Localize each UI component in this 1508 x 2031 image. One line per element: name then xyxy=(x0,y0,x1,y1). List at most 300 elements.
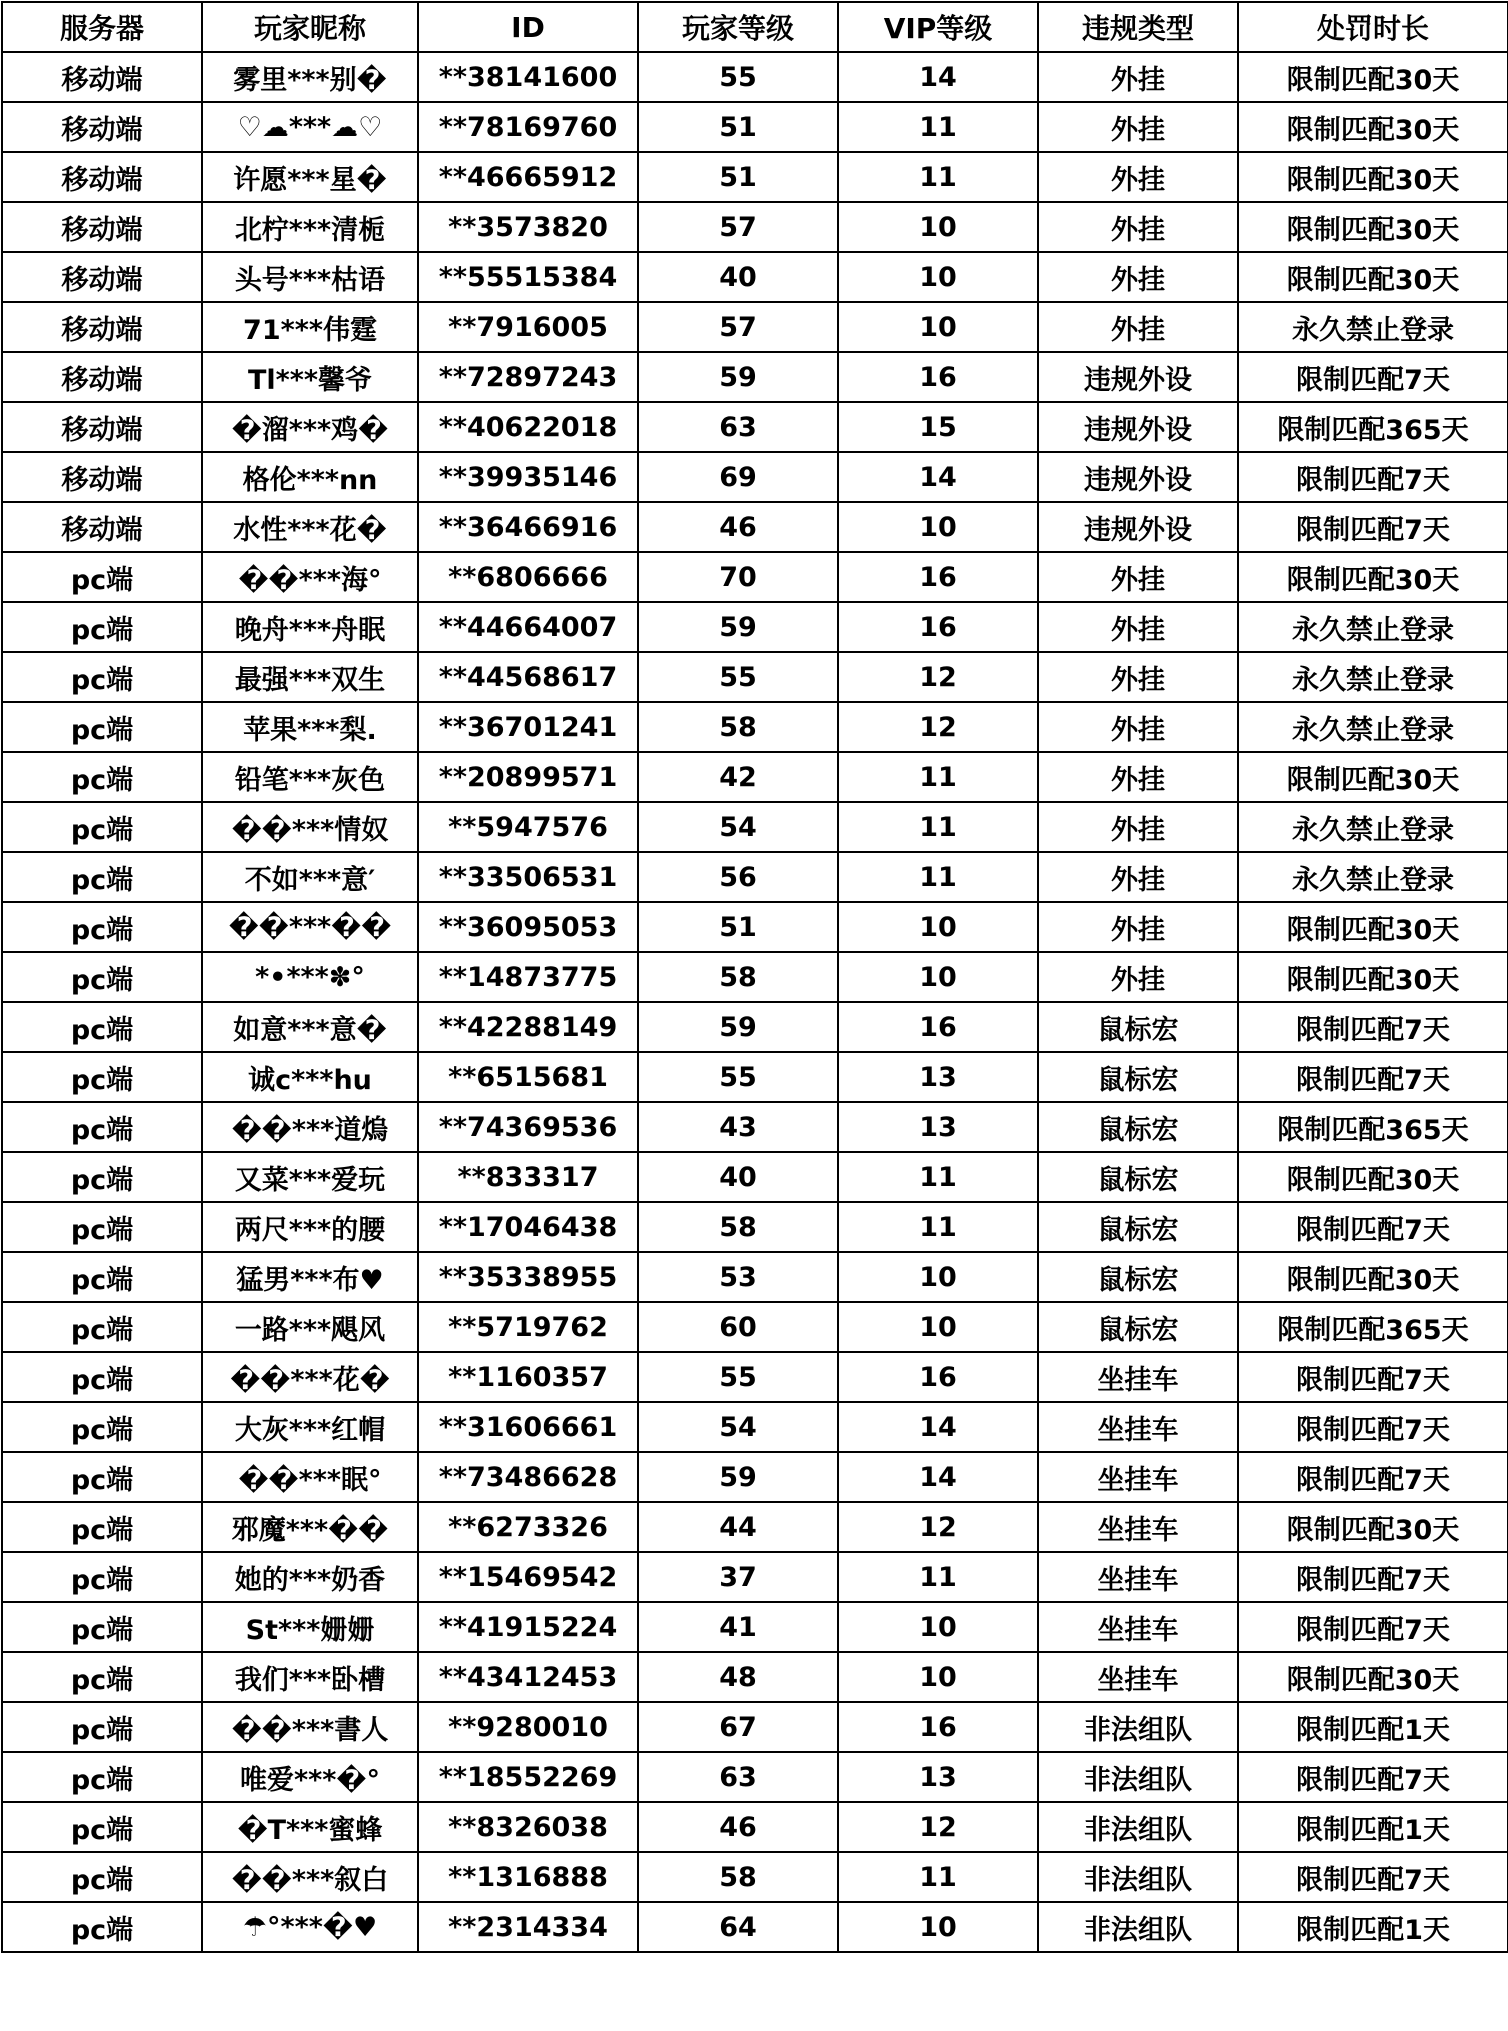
cell-vip-level: 10 xyxy=(838,952,1038,1002)
cell-vip-level: 10 xyxy=(838,1902,1038,1952)
column-header-id: ID xyxy=(418,2,638,52)
cell-vip-level: 10 xyxy=(838,1302,1038,1352)
table-row xyxy=(2,1802,1508,1852)
cell-penalty-duration: 限制匹配7天 xyxy=(1238,1852,1508,1902)
cell-violation-type: 外挂 xyxy=(1038,852,1238,902)
cell-id: **43412453 xyxy=(418,1652,638,1702)
cell-vip-level: 12 xyxy=(838,652,1038,702)
cell-server: pc端 xyxy=(2,1602,202,1652)
cell-penalty-duration: 限制匹配30天 xyxy=(1238,52,1508,102)
cell-penalty-duration: 永久禁止登录 xyxy=(1238,702,1508,752)
table-row xyxy=(2,652,1508,702)
cell-penalty-duration: 限制匹配7天 xyxy=(1238,1202,1508,1252)
table-row xyxy=(2,852,1508,902)
header-row xyxy=(2,2,1508,52)
cell-nickname: 许愿***星� xyxy=(202,152,418,202)
cell-vip-level: 16 xyxy=(838,352,1038,402)
cell-server: 移动端 xyxy=(2,302,202,352)
cell-id: **35338955 xyxy=(418,1252,638,1302)
cell-violation-type: 外挂 xyxy=(1038,752,1238,802)
cell-server: pc端 xyxy=(2,1252,202,1302)
cell-penalty-duration: 限制匹配7天 xyxy=(1238,1002,1508,1052)
cell-violation-type: 坐挂车 xyxy=(1038,1402,1238,1452)
column-header-server: 服务器 xyxy=(2,2,202,52)
cell-id: **55515384 xyxy=(418,252,638,302)
cell-penalty-duration: 永久禁止登录 xyxy=(1238,302,1508,352)
cell-penalty-duration: 限制匹配30天 xyxy=(1238,202,1508,252)
table-row xyxy=(2,502,1508,552)
cell-server: pc端 xyxy=(2,1102,202,1152)
cell-vip-level: 13 xyxy=(838,1752,1038,1802)
cell-nickname: 不如***意′ xyxy=(202,852,418,902)
cell-nickname: 猛男***布♥ xyxy=(202,1252,418,1302)
cell-player-level: 53 xyxy=(638,1252,838,1302)
cell-nickname: �T***蜜蜂 xyxy=(202,1802,418,1852)
cell-id: **36701241 xyxy=(418,702,638,752)
cell-violation-type: 外挂 xyxy=(1038,602,1238,652)
cell-player-level: 58 xyxy=(638,1852,838,1902)
column-header-player-level: 玩家等级 xyxy=(638,2,838,52)
cell-penalty-duration: 限制匹配7天 xyxy=(1238,1452,1508,1502)
cell-id: **9280010 xyxy=(418,1702,638,1752)
cell-player-level: 51 xyxy=(638,902,838,952)
cell-violation-type: 坐挂车 xyxy=(1038,1502,1238,1552)
cell-vip-level: 10 xyxy=(838,502,1038,552)
cell-id: **78169760 xyxy=(418,102,638,152)
cell-nickname: 铅笔***灰色 xyxy=(202,752,418,802)
cell-vip-level: 10 xyxy=(838,302,1038,352)
cell-server: 移动端 xyxy=(2,252,202,302)
table-row xyxy=(2,302,1508,352)
cell-nickname: 71***伟霆 xyxy=(202,302,418,352)
cell-penalty-duration: 限制匹配1天 xyxy=(1238,1902,1508,1952)
cell-server: pc端 xyxy=(2,602,202,652)
table-row xyxy=(2,402,1508,452)
cell-violation-type: 非法组队 xyxy=(1038,1752,1238,1802)
cell-violation-type: 鼠标宏 xyxy=(1038,1152,1238,1202)
cell-server: pc端 xyxy=(2,1502,202,1552)
table-row xyxy=(2,352,1508,402)
cell-nickname: 我们***卧槽 xyxy=(202,1652,418,1702)
cell-player-level: 54 xyxy=(638,1402,838,1452)
table-row xyxy=(2,152,1508,202)
cell-nickname: 唯爱***�° xyxy=(202,1752,418,1802)
cell-violation-type: 非法组队 xyxy=(1038,1852,1238,1902)
penalty-table xyxy=(1,1,1508,1953)
cell-penalty-duration: 限制匹配30天 xyxy=(1238,252,1508,302)
table-row xyxy=(2,1302,1508,1352)
cell-server: 移动端 xyxy=(2,152,202,202)
cell-player-level: 46 xyxy=(638,502,838,552)
cell-id: **5719762 xyxy=(418,1302,638,1352)
cell-id: **38141600 xyxy=(418,52,638,102)
cell-violation-type: 鼠标宏 xyxy=(1038,1302,1238,1352)
cell-vip-level: 10 xyxy=(838,252,1038,302)
cell-server: pc端 xyxy=(2,952,202,1002)
cell-player-level: 64 xyxy=(638,1902,838,1952)
cell-nickname: ♡☁***☁♡ xyxy=(202,102,418,152)
cell-nickname: 格伦***nn xyxy=(202,452,418,502)
cell-penalty-duration: 永久禁止登录 xyxy=(1238,602,1508,652)
cell-id: **36095053 xyxy=(418,902,638,952)
cell-penalty-duration: 限制匹配7天 xyxy=(1238,1052,1508,1102)
cell-penalty-duration: 限制匹配30天 xyxy=(1238,1652,1508,1702)
cell-penalty-duration: 限制匹配7天 xyxy=(1238,1552,1508,1602)
table-row xyxy=(2,1452,1508,1502)
table-row xyxy=(2,602,1508,652)
column-header-violation-type: 违规类型 xyxy=(1038,2,1238,52)
cell-violation-type: 违规外设 xyxy=(1038,502,1238,552)
table-row xyxy=(2,902,1508,952)
table-row xyxy=(2,1502,1508,1552)
cell-server: pc端 xyxy=(2,902,202,952)
table-row xyxy=(2,1102,1508,1152)
cell-violation-type: 非法组队 xyxy=(1038,1902,1238,1952)
cell-player-level: 37 xyxy=(638,1552,838,1602)
cell-penalty-duration: 限制匹配365天 xyxy=(1238,1302,1508,1352)
cell-vip-level: 16 xyxy=(838,1702,1038,1752)
cell-penalty-duration: 限制匹配7天 xyxy=(1238,1402,1508,1452)
cell-vip-level: 11 xyxy=(838,802,1038,852)
cell-violation-type: 外挂 xyxy=(1038,552,1238,602)
cell-player-level: 57 xyxy=(638,302,838,352)
cell-penalty-duration: 限制匹配30天 xyxy=(1238,902,1508,952)
cell-violation-type: 鼠标宏 xyxy=(1038,1102,1238,1152)
cell-player-level: 67 xyxy=(638,1702,838,1752)
cell-vip-level: 13 xyxy=(838,1102,1038,1152)
cell-id: **6273326 xyxy=(418,1502,638,1552)
cell-player-level: 42 xyxy=(638,752,838,802)
cell-violation-type: 外挂 xyxy=(1038,252,1238,302)
cell-vip-level: 14 xyxy=(838,1452,1038,1502)
cell-nickname: 她的***奶香 xyxy=(202,1552,418,1602)
cell-violation-type: 违规外设 xyxy=(1038,352,1238,402)
cell-penalty-duration: 限制匹配30天 xyxy=(1238,1252,1508,1302)
cell-nickname: 雾里***别� xyxy=(202,52,418,102)
cell-vip-level: 12 xyxy=(838,1502,1038,1552)
cell-player-level: 58 xyxy=(638,1202,838,1252)
table-row xyxy=(2,1752,1508,1802)
cell-violation-type: 非法组队 xyxy=(1038,1702,1238,1752)
cell-id: **39935146 xyxy=(418,452,638,502)
cell-player-level: 41 xyxy=(638,1602,838,1652)
cell-vip-level: 15 xyxy=(838,402,1038,452)
cell-nickname: ��***花� xyxy=(202,1352,418,1402)
column-header-penalty-duration: 处罚时长 xyxy=(1238,2,1508,52)
cell-penalty-duration: 限制匹配7天 xyxy=(1238,1602,1508,1652)
cell-server: pc端 xyxy=(2,1302,202,1352)
cell-player-level: 55 xyxy=(638,1352,838,1402)
cell-id: **31606661 xyxy=(418,1402,638,1452)
table-row xyxy=(2,102,1508,152)
cell-penalty-duration: 永久禁止登录 xyxy=(1238,852,1508,902)
table-row xyxy=(2,1252,1508,1302)
cell-id: **833317 xyxy=(418,1152,638,1202)
table-row xyxy=(2,1552,1508,1602)
cell-id: **8326038 xyxy=(418,1802,638,1852)
cell-id: **20899571 xyxy=(418,752,638,802)
cell-vip-level: 12 xyxy=(838,1802,1038,1852)
cell-server: pc端 xyxy=(2,1452,202,1502)
table-row xyxy=(2,1052,1508,1102)
table-row xyxy=(2,1702,1508,1752)
cell-id: **40622018 xyxy=(418,402,638,452)
cell-nickname: ��***情奴 xyxy=(202,802,418,852)
cell-violation-type: 坐挂车 xyxy=(1038,1352,1238,1402)
cell-id: **44664007 xyxy=(418,602,638,652)
cell-vip-level: 16 xyxy=(838,1002,1038,1052)
table-row xyxy=(2,952,1508,1002)
cell-penalty-duration: 永久禁止登录 xyxy=(1238,802,1508,852)
cell-player-level: 63 xyxy=(638,402,838,452)
cell-id: **17046438 xyxy=(418,1202,638,1252)
cell-player-level: 55 xyxy=(638,652,838,702)
cell-player-level: 59 xyxy=(638,1002,838,1052)
cell-nickname: 诚c***hu xyxy=(202,1052,418,1102)
cell-player-level: 46 xyxy=(638,1802,838,1852)
cell-violation-type: 外挂 xyxy=(1038,802,1238,852)
cell-server: pc端 xyxy=(2,652,202,702)
cell-nickname: 苹果***梨. xyxy=(202,702,418,752)
cell-nickname: ��***�� xyxy=(202,902,418,952)
cell-server: pc端 xyxy=(2,1352,202,1402)
cell-penalty-duration: 限制匹配30天 xyxy=(1238,102,1508,152)
cell-vip-level: 10 xyxy=(838,1252,1038,1302)
cell-vip-level: 16 xyxy=(838,1352,1038,1402)
cell-server: pc端 xyxy=(2,852,202,902)
cell-penalty-duration: 限制匹配7天 xyxy=(1238,1352,1508,1402)
cell-server: 移动端 xyxy=(2,402,202,452)
cell-player-level: 59 xyxy=(638,602,838,652)
cell-violation-type: 外挂 xyxy=(1038,102,1238,152)
table-row xyxy=(2,1602,1508,1652)
cell-violation-type: 坐挂车 xyxy=(1038,1552,1238,1602)
cell-server: 移动端 xyxy=(2,352,202,402)
cell-penalty-duration: 限制匹配7天 xyxy=(1238,1752,1508,1802)
cell-nickname: ��***眠° xyxy=(202,1452,418,1502)
cell-id: **41915224 xyxy=(418,1602,638,1652)
cell-violation-type: 非法组队 xyxy=(1038,1802,1238,1852)
cell-player-level: 69 xyxy=(638,452,838,502)
table-row xyxy=(2,802,1508,852)
cell-server: pc端 xyxy=(2,702,202,752)
cell-vip-level: 10 xyxy=(838,202,1038,252)
table-row xyxy=(2,702,1508,752)
table-row xyxy=(2,1002,1508,1052)
cell-id: **6806666 xyxy=(418,552,638,602)
cell-nickname: 邪魔***�� xyxy=(202,1502,418,1552)
cell-player-level: 63 xyxy=(638,1752,838,1802)
cell-server: 移动端 xyxy=(2,102,202,152)
cell-id: **74369536 xyxy=(418,1102,638,1152)
cell-player-level: 51 xyxy=(638,102,838,152)
table-row xyxy=(2,1152,1508,1202)
cell-violation-type: 鼠标宏 xyxy=(1038,1002,1238,1052)
cell-vip-level: 14 xyxy=(838,1402,1038,1452)
cell-nickname: 如意***意� xyxy=(202,1002,418,1052)
cell-server: 移动端 xyxy=(2,452,202,502)
cell-vip-level: 11 xyxy=(838,102,1038,152)
penalty-sheet xyxy=(0,1,1508,2031)
cell-nickname: 头号***枯语 xyxy=(202,252,418,302)
cell-penalty-duration: 限制匹配30天 xyxy=(1238,552,1508,602)
cell-server: pc端 xyxy=(2,1702,202,1752)
cell-nickname: St***姗姗 xyxy=(202,1602,418,1652)
cell-player-level: 60 xyxy=(638,1302,838,1352)
cell-nickname: *•***✽° xyxy=(202,952,418,1002)
cell-penalty-duration: 限制匹配365天 xyxy=(1238,1102,1508,1152)
cell-id: **7916005 xyxy=(418,302,638,352)
cell-vip-level: 11 xyxy=(838,1152,1038,1202)
cell-nickname: 晚舟***舟眠 xyxy=(202,602,418,652)
cell-id: **44568617 xyxy=(418,652,638,702)
table-row xyxy=(2,1852,1508,1902)
cell-server: pc端 xyxy=(2,1652,202,1702)
cell-nickname: ��***書人 xyxy=(202,1702,418,1752)
cell-player-level: 55 xyxy=(638,1052,838,1102)
cell-nickname: ☂°***�♥ xyxy=(202,1902,418,1952)
table-row xyxy=(2,1402,1508,1452)
table-row xyxy=(2,552,1508,602)
cell-violation-type: 外挂 xyxy=(1038,302,1238,352)
cell-nickname: Tl***馨爷 xyxy=(202,352,418,402)
cell-vip-level: 11 xyxy=(838,1852,1038,1902)
cell-vip-level: 14 xyxy=(838,52,1038,102)
cell-penalty-duration: 限制匹配365天 xyxy=(1238,402,1508,452)
table-body xyxy=(2,52,1508,1952)
cell-penalty-duration: 限制匹配7天 xyxy=(1238,502,1508,552)
cell-violation-type: 外挂 xyxy=(1038,702,1238,752)
cell-player-level: 43 xyxy=(638,1102,838,1152)
cell-violation-type: 鼠标宏 xyxy=(1038,1202,1238,1252)
cell-penalty-duration: 限制匹配7天 xyxy=(1238,452,1508,502)
cell-vip-level: 10 xyxy=(838,902,1038,952)
cell-id: **42288149 xyxy=(418,1002,638,1052)
cell-nickname: 又菜***爱玩 xyxy=(202,1152,418,1202)
cell-player-level: 54 xyxy=(638,802,838,852)
cell-vip-level: 16 xyxy=(838,552,1038,602)
cell-vip-level: 10 xyxy=(838,1652,1038,1702)
cell-vip-level: 12 xyxy=(838,702,1038,752)
cell-violation-type: 坐挂车 xyxy=(1038,1602,1238,1652)
cell-id: **6515681 xyxy=(418,1052,638,1102)
cell-vip-level: 10 xyxy=(838,1602,1038,1652)
cell-violation-type: 外挂 xyxy=(1038,652,1238,702)
cell-player-level: 59 xyxy=(638,352,838,402)
table-row xyxy=(2,452,1508,502)
cell-nickname: ��***道熓 xyxy=(202,1102,418,1152)
cell-vip-level: 11 xyxy=(838,1552,1038,1602)
cell-server: pc端 xyxy=(2,1002,202,1052)
cell-id: **46665912 xyxy=(418,152,638,202)
cell-nickname: 两尺***的腰 xyxy=(202,1202,418,1252)
cell-vip-level: 16 xyxy=(838,602,1038,652)
cell-id: **15469542 xyxy=(418,1552,638,1602)
cell-player-level: 40 xyxy=(638,252,838,302)
cell-player-level: 59 xyxy=(638,1452,838,1502)
cell-violation-type: 坐挂车 xyxy=(1038,1652,1238,1702)
cell-server: pc端 xyxy=(2,1752,202,1802)
cell-violation-type: 违规外设 xyxy=(1038,452,1238,502)
cell-server: pc端 xyxy=(2,752,202,802)
cell-vip-level: 13 xyxy=(838,1052,1038,1102)
table-row xyxy=(2,1202,1508,1252)
cell-server: pc端 xyxy=(2,802,202,852)
cell-violation-type: 鼠标宏 xyxy=(1038,1052,1238,1102)
cell-player-level: 48 xyxy=(638,1652,838,1702)
cell-player-level: 55 xyxy=(638,52,838,102)
cell-nickname: 北柠***清栀 xyxy=(202,202,418,252)
cell-player-level: 70 xyxy=(638,552,838,602)
cell-violation-type: 外挂 xyxy=(1038,902,1238,952)
cell-penalty-duration: 限制匹配30天 xyxy=(1238,152,1508,202)
cell-server: pc端 xyxy=(2,1852,202,1902)
cell-vip-level: 11 xyxy=(838,852,1038,902)
cell-vip-level: 14 xyxy=(838,452,1038,502)
cell-server: pc端 xyxy=(2,1902,202,1952)
cell-id: **3573820 xyxy=(418,202,638,252)
cell-server: pc端 xyxy=(2,1152,202,1202)
cell-vip-level: 11 xyxy=(838,752,1038,802)
cell-id: **5947576 xyxy=(418,802,638,852)
cell-nickname: 一路***飓风 xyxy=(202,1302,418,1352)
cell-server: 移动端 xyxy=(2,202,202,252)
cell-penalty-duration: 限制匹配1天 xyxy=(1238,1802,1508,1852)
cell-nickname: ��***海° xyxy=(202,552,418,602)
cell-id: **14873775 xyxy=(418,952,638,1002)
cell-server: 移动端 xyxy=(2,502,202,552)
cell-server: pc端 xyxy=(2,1802,202,1852)
cell-id: **1316888 xyxy=(418,1852,638,1902)
table-row xyxy=(2,752,1508,802)
cell-violation-type: 鼠标宏 xyxy=(1038,1252,1238,1302)
cell-player-level: 40 xyxy=(638,1152,838,1202)
cell-server: pc端 xyxy=(2,1402,202,1452)
cell-penalty-duration: 限制匹配30天 xyxy=(1238,752,1508,802)
cell-violation-type: 外挂 xyxy=(1038,202,1238,252)
cell-penalty-duration: 限制匹配30天 xyxy=(1238,1152,1508,1202)
cell-server: pc端 xyxy=(2,1202,202,1252)
cell-id: **73486628 xyxy=(418,1452,638,1502)
cell-violation-type: 外挂 xyxy=(1038,152,1238,202)
cell-id: **2314334 xyxy=(418,1902,638,1952)
cell-nickname: ��***叙白 xyxy=(202,1852,418,1902)
cell-player-level: 58 xyxy=(638,952,838,1002)
cell-nickname: 最强***双生 xyxy=(202,652,418,702)
cell-nickname: 大灰***红帽 xyxy=(202,1402,418,1452)
cell-player-level: 58 xyxy=(638,702,838,752)
cell-id: **33506531 xyxy=(418,852,638,902)
cell-penalty-duration: 限制匹配30天 xyxy=(1238,1502,1508,1552)
cell-penalty-duration: 永久禁止登录 xyxy=(1238,652,1508,702)
cell-penalty-duration: 限制匹配7天 xyxy=(1238,352,1508,402)
cell-player-level: 57 xyxy=(638,202,838,252)
cell-server: pc端 xyxy=(2,1052,202,1102)
table-row xyxy=(2,52,1508,102)
cell-id: **36466916 xyxy=(418,502,638,552)
cell-violation-type: 外挂 xyxy=(1038,52,1238,102)
cell-vip-level: 11 xyxy=(838,152,1038,202)
cell-id: **1160357 xyxy=(418,1352,638,1402)
cell-violation-type: 外挂 xyxy=(1038,952,1238,1002)
cell-server: 移动端 xyxy=(2,52,202,102)
column-header-vip-level: VIP等级 xyxy=(838,2,1038,52)
cell-vip-level: 11 xyxy=(838,1202,1038,1252)
table-row xyxy=(2,202,1508,252)
table-row xyxy=(2,252,1508,302)
cell-nickname: �溜***鸡� xyxy=(202,402,418,452)
cell-penalty-duration: 限制匹配30天 xyxy=(1238,952,1508,1002)
